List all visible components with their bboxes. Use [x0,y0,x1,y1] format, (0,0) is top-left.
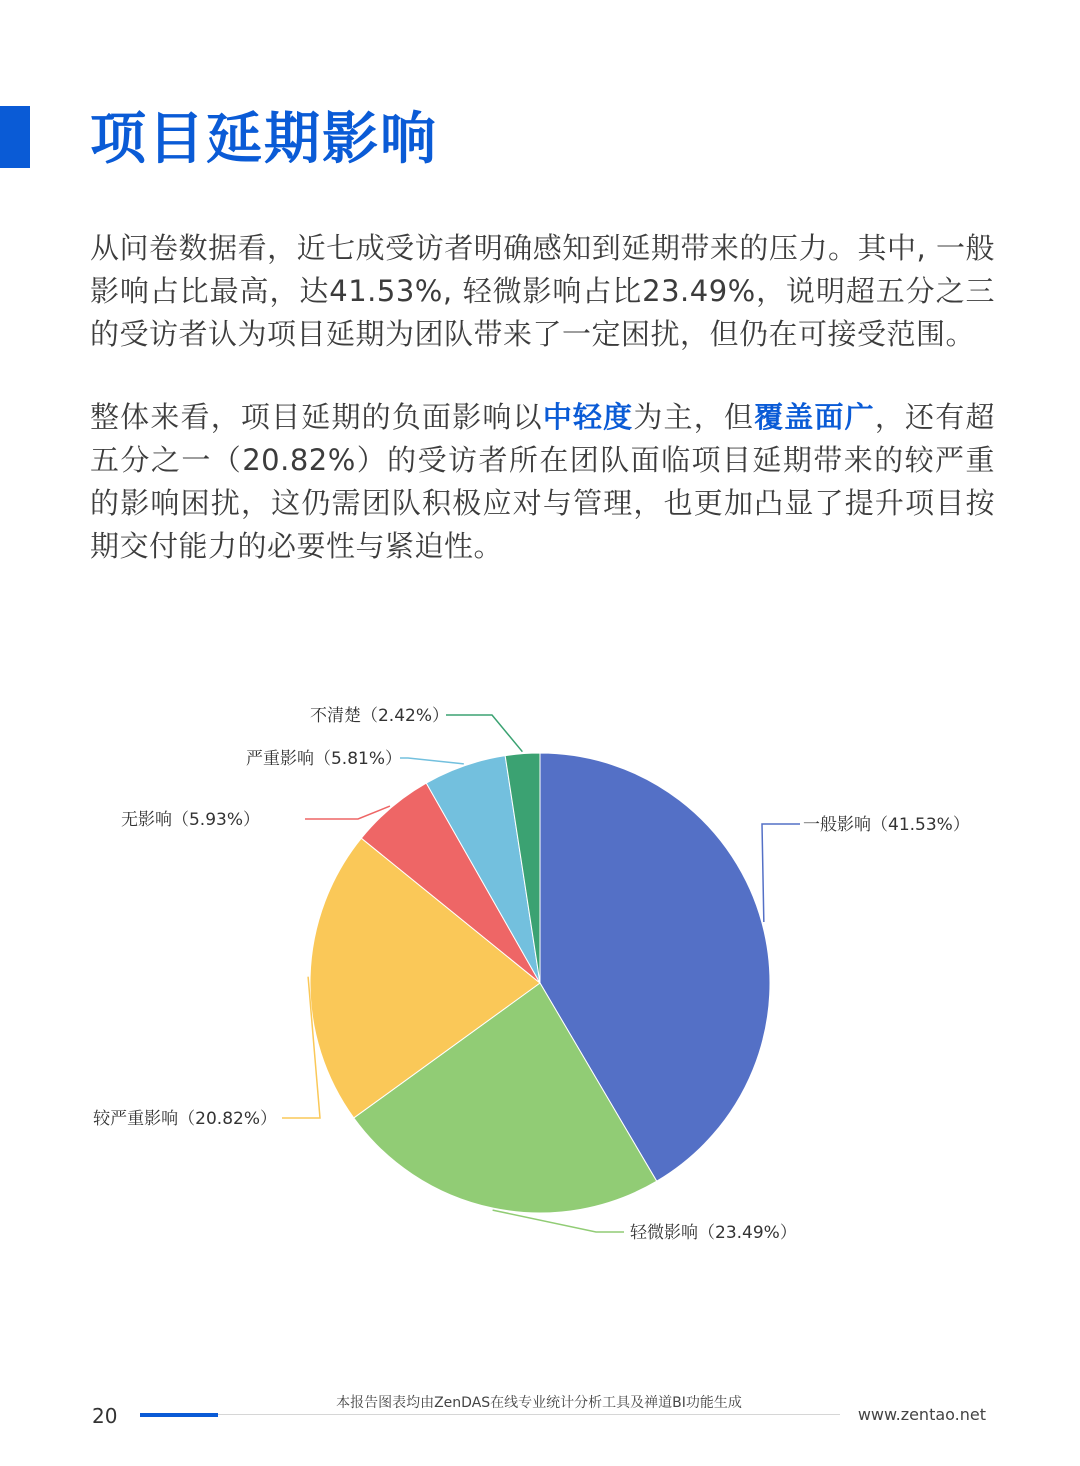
slice-label-2: 轻微影响（23.49%） [630,1223,797,1243]
leader-line-4 [305,806,390,819]
footer-url: www.zentao.net [857,1405,986,1424]
footer-divider [218,1414,840,1415]
title-accent-bar [0,106,30,168]
footer-accent-line [140,1413,218,1417]
slice-label-5: 严重影响（5.81%） [245,749,402,769]
paragraph-2 [90,396,995,568]
slice-label-3: 较严重影响（20.82%） [93,1109,277,1129]
highlight-wide-coverage: 覆盖面广 [754,400,875,434]
slice-label-6: 不清楚（2.42%） [309,706,449,726]
leader-line-1 [762,824,800,922]
page-title: 项目延期影响 [90,107,438,172]
highlight-mild-moderate: 中轻度 [542,400,634,434]
leader-line-2 [493,1210,624,1232]
slice-label-1: 一般影响（41.53%） [803,815,970,835]
paragraph-1: 从问卷数据看，近七成受访者明确感知到延期带来的压力。其中, 一般影响占比最高，达41.53%, 轻微影响占比23.49%，说明超五分之三的受访者认为项目延期为团队带来了一定困扰，但仍在可接受范围。 [90,231,995,351]
leader-line-6 [446,715,522,752]
footer-note: 本报告图表均由ZenDAS在线专业统计分析工具及禅道BI功能生成 [336,1395,742,1411]
paragraph-2-part-2: 为主，但 [633,400,755,434]
pie-slices [310,753,770,1213]
leader-line-5 [400,758,464,764]
paragraph-2-part-1: 整体来看，项目延期的负面影响以 [90,400,543,434]
paragraph-2-part-3: ，还有超五分之一（20.82%）的受访者所在团队面临项目延期带来的较严重的影响困扰，这仍需团队积极应对与管理，也更加凸显了提升项目按期交付能力的必要性与紧迫性。 [90,400,995,563]
slice-label-4: 无影响（5.93%） [120,810,260,830]
impact-pie-chart [0,640,1080,1320]
page-number: 20 [92,1404,118,1428]
